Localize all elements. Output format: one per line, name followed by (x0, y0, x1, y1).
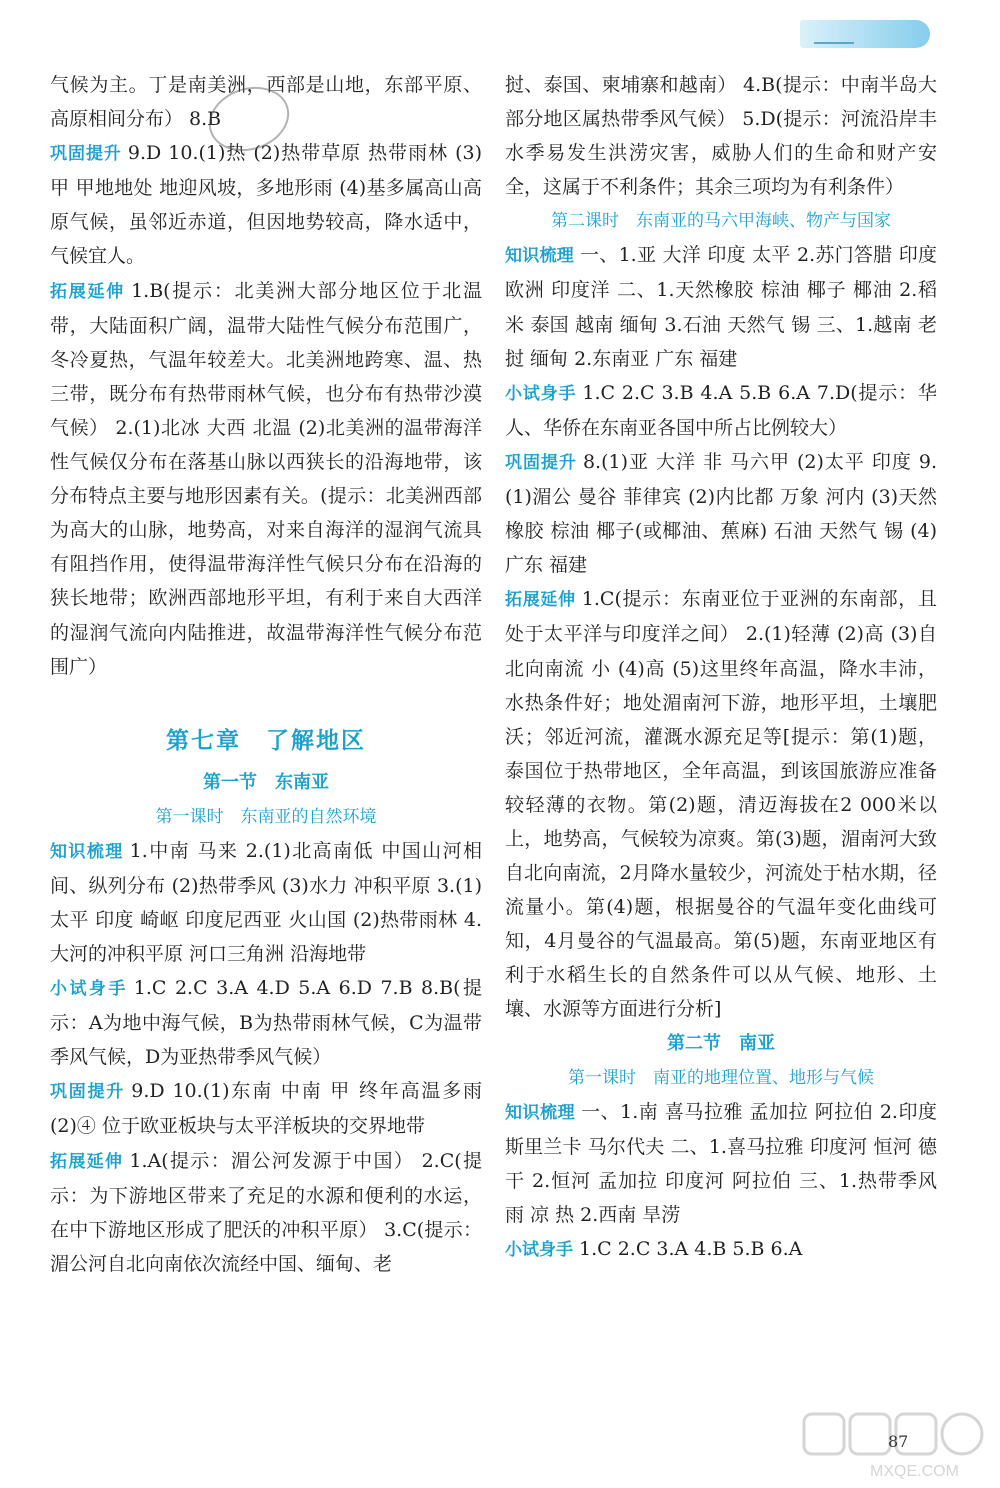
paragraph: 巩固提升 8.(1)亚 大洋 非 马六甲 (2)太平 印度 9.(1)湄公 曼谷 菲律宾 (2)内比都 万象 河内 (3)天然橡胶 棕油 椰子(或椰油、蕉麻) 石油 天然气 锡 (4)广东 福建 (505, 450, 938, 577)
section-title: 第一节 东南亚 (203, 771, 329, 793)
paragraph: 气候为主。丁是南美洲，西部是山地，东部平原、高原相间分布） 8.B (50, 74, 482, 131)
paragraph: 巩固提升 9.D 10.(1)东南 中南 甲 终年高温多雨 (2)④ 位于欧亚板块与太平洋板块的交界地带 (50, 1080, 482, 1138)
lesson-title: 第二课时 东南亚的马六甲海峡、物产与国家 (551, 211, 891, 232)
paragraph: 巩固提升 9.D 10.(1)热 (2)热带草原 热带雨林 (3)甲 甲地地处 地迎风坡，多地形雨 (4)基多属高山高原气候，虽邻近赤道，但因地势较高，降水适中，气候宜人。 (50, 142, 483, 268)
left-column (50, 68, 482, 1281)
paragraph: 小试身手 1.C 2.C 3.B 4.A 5.B 6.A 7.D(提示：华人、华侨在东南亚各国中所占比例较大） (505, 381, 938, 439)
watermark-text: MXQE.COM (870, 1463, 959, 1480)
section-title: 第二节 南亚 (667, 1032, 775, 1054)
lesson-title: 第一课时 南亚的地理位置、地形与气候 (568, 1067, 874, 1088)
paragraph: 挝、泰国、柬埔寨和越南） 4.B(提示：中南半岛大部分地区属热带季风气候） 5.D(提示：河流沿岸丰水季易发生洪涝灾害，威胁人们的生命和财产安全，这属于不利条件；其余三项均为有利条件） (505, 74, 937, 199)
paragraph: 知识梳理 一、1.亚 大洋 印度 太平 2.苏门答腊 印度 欧洲 印度洋 二、1.天然橡胶 棕油 椰子 椰油 2.稻米 泰国 越南 缅甸 3.石油 天然气 锡 三、1.越南 老挝 缅甸 2.东南亚 广东 福建 (505, 244, 937, 370)
paragraph: 知识梳理 一、1.南 喜马拉雅 孟加拉 阿拉伯 2.印度 斯里兰卡 马尔代夫 二、1.喜马拉雅 印度河 恒河 德干 2.恒河 孟加拉 印度河 阿拉伯 三、1.热带季风 雨 凉 热 2.西南 旱涝 (505, 1100, 938, 1226)
section-label: 巩固提升 (50, 1082, 126, 1103)
paragraph: 拓展延伸 1.C(提示：东南亚位于亚洲的东南部，且处于太平洋与印度洋之间） 2.(1)轻薄 (2)高 (3)自北向南流 小 (4)高 (5)这里终年高温，降水丰沛，水热条件好；地处湄南河下游，地形平坦，土壤肥沃；邻近河流，灌溉水源充足等[提示：第(1)题，泰国位于热带地区，全年高温，到该国旅游应准备较轻薄的衣物。第(2)题，清迈海拔在2 000米以上，地势高，气候较为凉爽。第(3)题，湄南河大致自北向南流，2月降水量较少，河流处于枯水期，径流量小。第(4)题，根据曼谷的气温年变化曲线可知，4月曼谷的气温最高。第(5)题，东南亚地区有利于水稻生长的自然条件可以从气候、地形、土壤、水源等方面进行分析] (505, 588, 937, 1021)
paragraph: 知识梳理 1.中南 马来 2.(1)北高南低 中国山河相间、纵列分布 (2)热带季风 (3)水力 冲积平原 3.(1)太平 印度 崎岖 印度尼西亚 火山国 (2)热带雨林 4.大河的冲积平原 河口三角洲 沿海地带 (50, 839, 483, 965)
paragraph: 拓展延伸 1.A(提示：湄公河发源于中国） 2.C(提示：为下游地区带来了充足的水源和便利的水运，在中下游地区形成了肥沃的冲积平原） 3.C(提示：湄公河自北向南依次流经中国、缅甸、老 (50, 1149, 483, 1275)
section-label: 知识梳理 (50, 841, 124, 862)
section-label: 知识梳理 (505, 246, 575, 267)
section-label: 巩固提升 (505, 452, 577, 473)
section-label: 巩固提升 (50, 144, 122, 165)
paragraph: 拓展延伸 1.B(提示：北美洲大部分地区位于北温带，大陆面积广阔，温带大陆性气候分布范围广，冬冷夏热，气温年较差大。北美洲地跨寒、温、热三带，既分布有热带雨林气候，也分布有热带沙漠气候） 2.(1)北冰 大西 北温 (2)北美洲的温带海洋性气候仅分布在落基山脉以西狭长的沿海地带，该分布特点主要与地形因素有关。(提示：北美洲西部为高大的山脉，地势高，对来自海洋的湿润气流具有阻挡作用，使得温带海洋性气候只分布在沿海的狭长地带；欧洲西部地形平坦，有利于来自大西洋的湿润气流向内陆推进，故温带海洋性气候分布范围广） (50, 279, 483, 678)
section-label: 拓展延伸 (505, 590, 576, 611)
section-label: 拓展延伸 (50, 281, 126, 302)
section-label: 小试身手 (50, 979, 128, 1000)
paragraph: 小试身手 1.C 2.C 3.A 4.B 5.B 6.A (505, 1237, 803, 1260)
section-label: 小试身手 (505, 383, 577, 404)
section-label: 小试身手 (505, 1239, 573, 1260)
section-label: 拓展延伸 (50, 1151, 124, 1172)
section-label: 知识梳理 (505, 1102, 576, 1123)
right-column (505, 68, 937, 1267)
chapter-title: 第七章 了解地区 (166, 727, 366, 754)
page-number: 87 (888, 1432, 909, 1451)
lesson-title: 第一课时 东南亚的自然环境 (155, 806, 377, 827)
paragraph: 小试身手 1.C 2.C 3.A 4.D 5.A 6.D 7.B 8.B(提示：A为地中海气候，B为热带雨林气候，C为温带季风气候，D为亚热带季风气候） (50, 977, 483, 1069)
header-decoration (800, 20, 930, 48)
